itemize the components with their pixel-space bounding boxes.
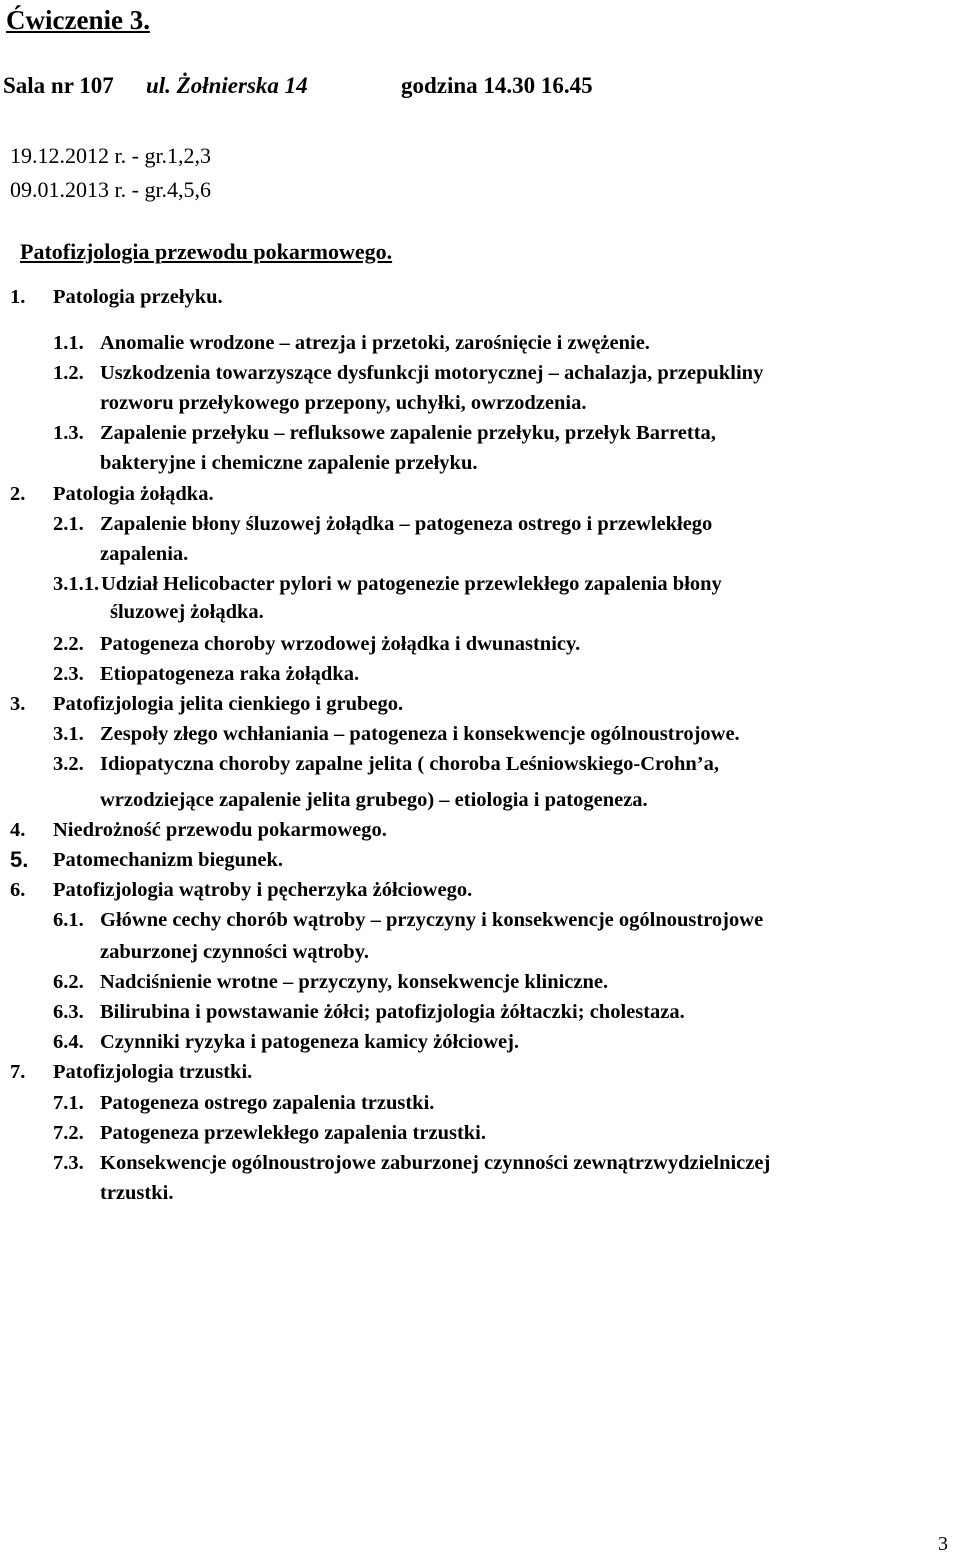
page-number: 3 bbox=[938, 1533, 948, 1555]
outline-item-text-continued: wrzodziejące zapalenie jelita grubego) – etiologia i patogeneza. bbox=[100, 789, 648, 811]
outline-item-text: Patogeneza przewlekłego zapalenia trzustki. bbox=[100, 1122, 487, 1144]
outline-item-text-continued: trzustki. bbox=[100, 1182, 174, 1204]
outline-item-number: 7.1. bbox=[53, 1092, 84, 1114]
outline-item-number: 7.2. bbox=[53, 1122, 84, 1144]
page-title: Ćwiczenie 3. bbox=[6, 5, 150, 35]
outline-item-text-continued: zapalenia. bbox=[100, 543, 189, 565]
outline-item-text: Uszkodzenia towarzyszące dysfunkcji motorycznej – achalazja, przepukliny bbox=[100, 362, 764, 384]
outline-item-text: Patologia przełyku. bbox=[53, 286, 223, 308]
outline-item-text: Patofizjologia jelita cienkiego i grubego. bbox=[53, 693, 404, 715]
outline-item-text: Niedrożność przewodu pokarmowego. bbox=[53, 819, 387, 841]
date-group-2: 09.01.2013 r. - gr.4,5,6 bbox=[10, 177, 212, 202]
outline-item-text: Patogeneza choroby wrzodowej żołądka i dwunastnicy. bbox=[100, 633, 581, 655]
session-time: godzina 14.30 16.45 bbox=[401, 73, 593, 98]
outline-item-number: 1. bbox=[10, 286, 26, 308]
outline-item-text-continued: rozworu przełykowego przepony, uchyłki, owrzodzenia. bbox=[100, 392, 587, 414]
outline-item-text: Idiopatyczna choroby zapalne jelita ( choroba Leśniowskiego-Crohn’a, bbox=[100, 753, 720, 775]
outline-item-number: 1.1. bbox=[53, 332, 84, 354]
outline-item-number: 7. bbox=[10, 1061, 26, 1083]
outline-item-text-continued: zaburzonej czynności wątroby. bbox=[100, 941, 369, 963]
outline-item-number: 3. bbox=[10, 693, 26, 715]
outline-item-number: 6. bbox=[10, 879, 26, 901]
section-title: Patofizjologia przewodu pokarmowego. bbox=[20, 239, 393, 264]
outline-item-text: Udział Helicobacter pylori w patogenezie przewlekłego zapalenia błony bbox=[101, 573, 722, 595]
outline-item-text: Konsekwencje ogólnoustrojowe zaburzonej czynności zewnątrzwydzielniczej bbox=[100, 1152, 771, 1174]
outline-item-text: Główne cechy chorób wątroby – przyczyny i konsekwencje ogólnoustrojowe bbox=[100, 909, 764, 931]
outline-item-number: 6.1. bbox=[53, 909, 84, 931]
outline-item-text-continued: śluzowej żołądka. bbox=[110, 601, 264, 623]
room-number: Sala nr 107 bbox=[3, 73, 114, 98]
outline-item-text-continued: bakteryjne i chemiczne zapalenie przełyku. bbox=[100, 452, 478, 474]
outline-item-text: Patofizjologia trzustki. bbox=[53, 1061, 253, 1083]
date-group-1: 19.12.2012 r. - gr.1,2,3 bbox=[10, 143, 212, 168]
outline-item-number: 2.2. bbox=[53, 633, 84, 655]
outline-item-text: Patofizjologia wątroby i pęcherzyka żółciowego. bbox=[53, 879, 473, 901]
outline-item-number: 2.1. bbox=[53, 513, 84, 535]
outline-item-text: Etiopatogeneza raka żołądka. bbox=[100, 663, 360, 685]
outline-item-text: Nadciśnienie wrotne – przyczyny, konsekwencje kliniczne. bbox=[100, 971, 609, 993]
outline-item-text: Patomechanizm biegunek. bbox=[53, 849, 284, 871]
outline-item-number: 5. bbox=[10, 847, 29, 872]
outline-item-number: 3.1.1. bbox=[53, 573, 100, 595]
outline-item-number: 6.4. bbox=[53, 1031, 84, 1053]
outline-item-text: Zapalenie błony śluzowej żołądka – patogeneza ostrego i przewlekłego bbox=[100, 513, 713, 535]
outline-item-number: 2. bbox=[10, 483, 26, 505]
outline-item-text: Czynniki ryzyka i patogeneza kamicy żółciowej. bbox=[100, 1031, 520, 1053]
outline-item-text: Patologia żołądka. bbox=[53, 483, 214, 505]
outline-item-number: 6.2. bbox=[53, 971, 84, 993]
outline-item-text: Zapalenie przełyku – refluksowe zapalenie przełyku, przełyk Barretta, bbox=[100, 422, 716, 444]
outline-item-text: Patogeneza ostrego zapalenia trzustki. bbox=[100, 1092, 435, 1114]
outline-item-number: 3.1. bbox=[53, 723, 84, 745]
address: ul. Żołnierska 14 bbox=[146, 73, 308, 98]
outline-item-text: Anomalie wrodzone – atrezja i przetoki, zarośnięcie i zwężenie. bbox=[100, 332, 650, 354]
outline-item-number: 6.3. bbox=[53, 1001, 84, 1023]
outline-item-text: Zespoły złego wchłaniania – patogeneza i konsekwencje ogólnoustrojowe. bbox=[100, 723, 740, 745]
outline-item-number: 7.3. bbox=[53, 1152, 84, 1174]
outline-item-number: 3.2. bbox=[53, 753, 84, 775]
outline-item-number: 1.2. bbox=[53, 362, 84, 384]
outline-item-number: 2.3. bbox=[53, 663, 84, 685]
outline-item-number: 4. bbox=[10, 819, 26, 841]
outline-item-number: 1.3. bbox=[53, 422, 84, 444]
outline-item-text: Bilirubina i powstawanie żółci; patofizjologia żółtaczki; cholestaza. bbox=[100, 1001, 685, 1023]
